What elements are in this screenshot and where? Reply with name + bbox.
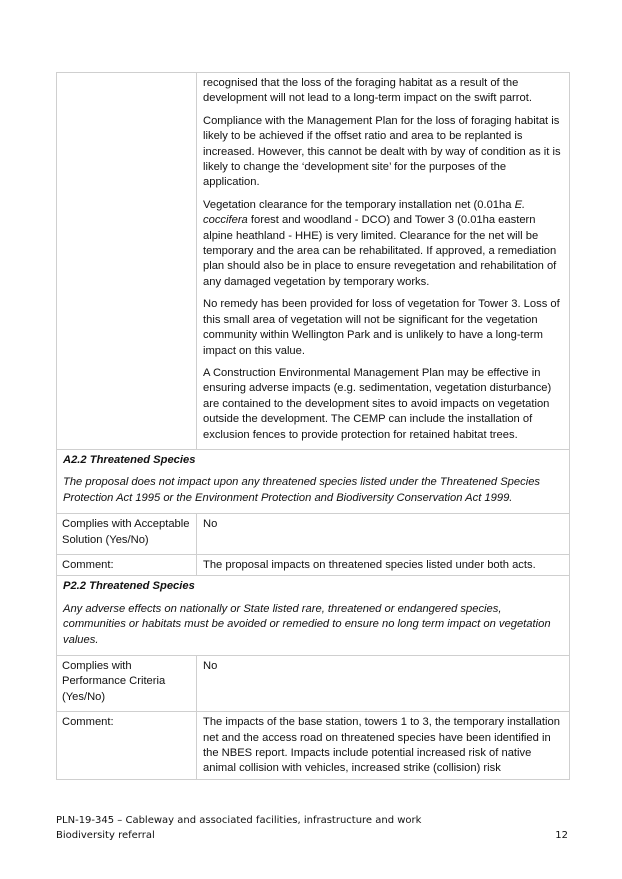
section-text: Any adverse effects on nationally or State listed rare, threatened or endangered species, communities or habitats must be avoided or remedied to ensure no long term impact on vegetation values.	[63, 602, 551, 646]
complies-value: No	[203, 660, 218, 672]
empty-label-cell	[57, 73, 197, 449]
comment-paragraph: No remedy has been provided for loss of vegetation for Tower 3. Loss of this small area of vegetation will not be significant for the vegetation community within Wellington Park and is unlikely to have a long-term impact on this value.	[203, 298, 560, 357]
comment-label: Comment:	[57, 712, 197, 779]
comment-paragraph-vegetation	[203, 198, 563, 290]
assessment-table	[56, 72, 570, 780]
table-row	[57, 711, 569, 779]
table-row	[57, 513, 569, 554]
comment-paragraph: A Construction Environmental Management Plan may be effective in ensuring adverse impacts (e.g. sedimentation, vegetation disturbance) are contained to the development sites to avoid impacts on vegetation outside the development. The CEMP can include the installation of exclusion fences to provide protection for retained habitat trees.	[203, 366, 552, 441]
comment-value: The impacts of the base station, towers 1 to 3, the temporary installation net and the access road on threatened species have been identified in the NBES report. Impacts include potential increased risk of native animal collision with vehicles, increased strike (collision) risk	[203, 716, 560, 775]
complies-label: Complies with Performance Criteria (Yes/No)	[57, 656, 197, 711]
a22-section-cell	[57, 450, 569, 513]
page-number: 12	[555, 829, 568, 841]
p22-section-cell	[57, 576, 569, 655]
section-text: The proposal does not impact upon any threatened species listed under the Threatened Species Protection Act 1995 or the Environment Protection and Biodiversity Conservation Act 1999.	[63, 476, 541, 504]
section-heading: A2.2 Threatened Species	[63, 453, 196, 466]
footer-subtitle: Biodiversity referral	[56, 829, 155, 841]
section-heading: P2.2 Threatened Species	[63, 580, 195, 593]
text-run: Vegetation clearance for the temporary installation net (0.01ha	[203, 198, 515, 211]
footer-title: PLN-19-345 – Cableway and associated facilities, infrastructure and work	[56, 815, 422, 826]
table-row	[57, 554, 569, 575]
comment-paragraph: recognised that the loss of the foraging habitat as a result of the development will not lead to a long-term impact on the swift parrot.	[203, 77, 532, 105]
text-run: forest and woodland - DCO) and Tower 3 (0.01ha eastern alpine heathland - HHE) is very limited. Clearance for the net will be temporary and the area can be rehabilitated. If approved, a remediation plan should also be in place to ensure revegetation and rehabilitation of any damaged vegetation by temporary works.	[203, 214, 557, 288]
comment-paragraph: Compliance with the Management Plan for the loss of foraging habitat is likely to be achieved if the offset ratio and area to be replanted is increased. However, this cannot be dealt with by way of condition as it is likely to change the ‘development site’ for the purposes of the application.	[203, 114, 561, 189]
table-row	[57, 575, 569, 655]
species-name: E. coccifera	[203, 198, 526, 227]
table-row	[57, 72, 569, 449]
table-row	[57, 449, 569, 513]
page-footer	[56, 814, 568, 843]
complies-label: Complies with Acceptable Solution (Yes/No)	[57, 514, 197, 554]
comment-value: The proposal impacts on threatened species listed under both acts.	[203, 558, 536, 571]
comment-label: Comment:	[57, 555, 197, 575]
complies-value: No	[203, 518, 218, 531]
continued-comment-cell	[197, 73, 569, 449]
table-row	[57, 655, 569, 711]
